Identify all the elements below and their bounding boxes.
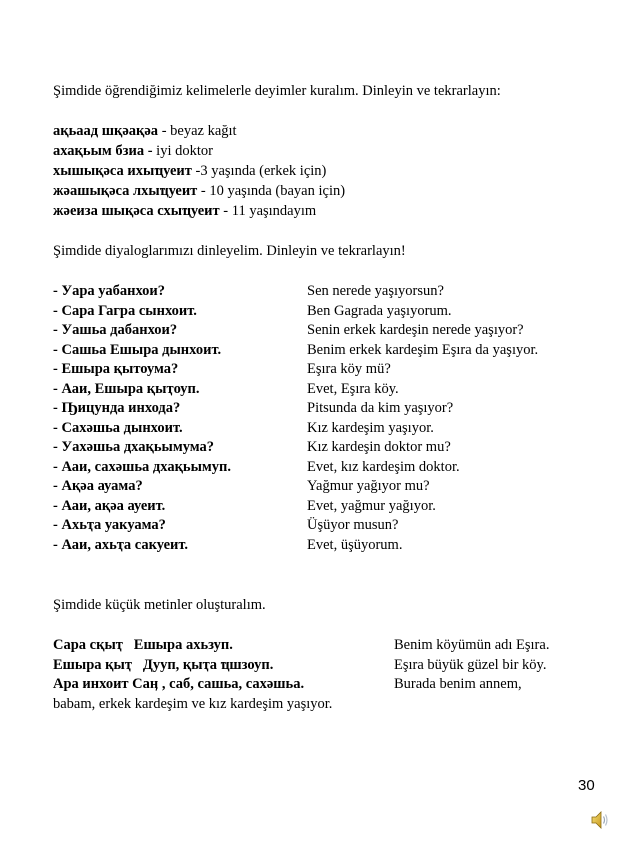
dialog-abkhaz: - Сахәшьа дынхоит. [53, 419, 183, 436]
vocab-item [53, 201, 345, 221]
dialog-turkish: Sen nerede yaşıyorsun? [307, 283, 444, 299]
story-block [53, 636, 550, 714]
dialog-abkhaz: - Ақәа ауама? [53, 478, 143, 494]
page-number: 30 [578, 777, 595, 794]
story-turkish: Benim köyümün adı Eşıra. [394, 637, 550, 653]
vocab-turkish: - 11 yaşındayım [219, 203, 317, 219]
dialog-abkhaz: - Сашьа Ешыра дынхоит. [53, 341, 222, 358]
dialog-turkish: Kız kardeşim yaşıyor. [307, 419, 434, 436]
dialog-turkish: Kız kardeşin doktor mu? [307, 439, 451, 455]
vocab-turkish: - 10 yaşında (bayan için) [197, 183, 346, 199]
vocab-item [53, 141, 345, 161]
dialog-abkhaz: - Ахьҭа уакуама? [53, 517, 166, 533]
dialog-turkish: Üşüyor musun? [307, 517, 399, 533]
vocab-abkhaz: ақьаад шқәақәа [53, 123, 159, 139]
dialog-turkish: Evet, yağmur yağıyor. [307, 497, 436, 514]
vocab-abkhaz: жәеиза шықәса схыҵуеит [53, 203, 220, 219]
vocab-item [53, 161, 345, 181]
dialog-abkhaz: - Ҧицунда инхода? [53, 400, 181, 416]
vocabulary-list [53, 121, 345, 221]
dialog-instruction: Şimdide diyaloglarımızı dinleyelim. Dinleyin ve tekrarlayın! [53, 243, 406, 259]
story-abkhaz: Сара сқыҭ Ешыра ахьзуп. [53, 637, 233, 653]
vocab-item [53, 181, 345, 201]
story-abkhaz: Ешыра қыҭ Дууп, қыҭа ҵшзоуп. [53, 656, 274, 673]
dialog-turkish: Eşıra köy mü? [307, 361, 391, 377]
dialog-abkhaz: - Ешыра қытоума? [53, 361, 179, 377]
dialog-turkish: Evet, kız kardeşim doktor. [307, 458, 460, 475]
story-row [53, 675, 522, 695]
vocab-turkish: - beyaz kağıt [158, 123, 237, 139]
dialog-abkhaz: - Уахәшьа дхақьымума? [53, 439, 215, 455]
dialog-abkhaz: - Ааи, ахьҭа сакуеит. [53, 536, 189, 553]
dialog-turkish: Benim erkek kardeşim Eşıra da yaşıyor. [307, 341, 539, 358]
dialog-abkhaz: - Уара уабанхои? [53, 283, 166, 299]
story-row [53, 656, 547, 676]
story-turkish: Burada benim annem, [394, 676, 522, 692]
vocab-abkhaz: ахақьым бзиа - [53, 143, 153, 159]
story-row [53, 636, 550, 656]
dialog-turkish: Ben Gagrada yaşıyorum. [307, 302, 452, 319]
vocab-item [53, 121, 345, 141]
dialog-abkhaz: - Ааи, ақәа ауеит. [53, 497, 166, 514]
dialog-turkish: Evet, Eşıra köy. [307, 380, 399, 397]
dialog-abkhaz: - Ааи, сахәшьа дхақьымуп. [53, 458, 232, 475]
intro-instruction: Şimdide öğrendiğimiz kelimelerle deyimler kuralım. Dinleyin ve tekrarlayın: [53, 83, 501, 99]
dialog-abkhaz: - Сара Гагра сынхоит. [53, 302, 197, 319]
dialog-turkish: Pitsunda da kim yaşıyor? [307, 400, 454, 416]
vocab-turkish: iyi doktor [152, 143, 213, 159]
vocab-abkhaz: жәашықәса лхыҵуеит [53, 183, 198, 199]
dialog-turkish: Yağmur yağıyor mu? [307, 478, 430, 494]
dialog-abkhaz: - Уашьа дабанхои? [53, 322, 178, 338]
text-instruction: Şimdide küçük metinler oluşturalım. [53, 597, 266, 613]
dialog-abkhaz: - Ааи, Ешыра қыҭоуп. [53, 380, 200, 397]
speaker-icon[interactable] [591, 810, 609, 830]
story-abkhaz: Ара инхоит Саӊ , саб, сашьа, сахәшьа. [53, 676, 305, 692]
vocab-abkhaz: хышықәса ихыҵуеит [53, 163, 192, 179]
dialog-turkish: Senin erkek kardeşin nerede yaşıyor? [307, 322, 524, 338]
story-turkish: Eşıra büyük güzel bir köy. [394, 656, 547, 673]
dialog-turkish: Evet, üşüyorum. [307, 536, 403, 553]
story-continuation: babam, erkek kardeşim ve kız kardeşim yaşıyor. [53, 695, 333, 712]
vocab-turkish: -3 yaşında (erkek için) [191, 163, 327, 179]
